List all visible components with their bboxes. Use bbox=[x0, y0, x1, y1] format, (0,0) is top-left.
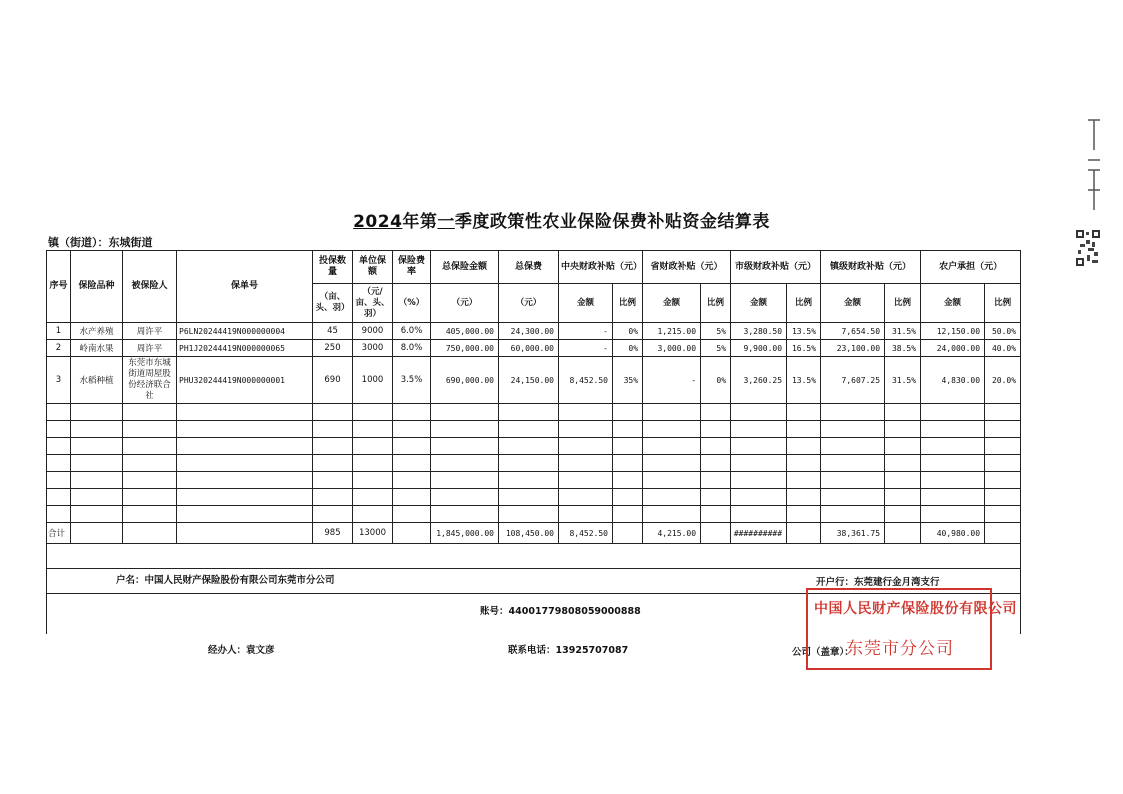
cell-unit: 3000 bbox=[353, 340, 393, 357]
header-qty: 投保数量 bbox=[313, 251, 353, 284]
empty-row bbox=[47, 438, 1021, 455]
cell-farmer-ratio: 20.0% bbox=[985, 357, 1021, 404]
cell-seq: 2 bbox=[47, 340, 71, 357]
cell-premium: 60,000.00 bbox=[499, 340, 559, 357]
cell-farmer-ratio: 50.0% bbox=[985, 323, 1021, 340]
total-label: 合计 bbox=[47, 523, 71, 544]
cell-province-amount: 1,215.00 bbox=[643, 323, 701, 340]
page-title bbox=[0, 207, 1123, 232]
empty-row bbox=[47, 506, 1021, 523]
cell-product: 水稻种植 bbox=[71, 357, 123, 404]
total-premium-sum: 108,450.00 bbox=[499, 523, 559, 544]
total-insured-sum: 1,845,000.00 bbox=[431, 523, 499, 544]
cell-central-amount: - bbox=[559, 340, 613, 357]
cell-town-amount: 7,607.25 bbox=[821, 357, 885, 404]
footer-row-account-name bbox=[47, 544, 1021, 569]
cell-rate: 6.0% bbox=[393, 323, 431, 340]
cell-central-ratio: 0% bbox=[613, 340, 643, 357]
total-central-amount: 8,452.50 bbox=[559, 523, 613, 544]
cell-rate: 3.5% bbox=[393, 357, 431, 404]
cell-town-ratio: 31.5% bbox=[885, 323, 921, 340]
empty-row bbox=[47, 472, 1021, 489]
header-amount: 金额 bbox=[921, 284, 985, 323]
header-amount: 金额 bbox=[821, 284, 885, 323]
header-policy: 保单号 bbox=[177, 251, 313, 323]
header-insured: 被保险人 bbox=[123, 251, 177, 323]
header-yuan-2: （元） bbox=[499, 284, 559, 323]
cell-insured: 周许平 bbox=[123, 323, 177, 340]
header-ratio: 比例 bbox=[885, 284, 921, 323]
cell-insured: 东莞市东城街道周屋股份经济联合社 bbox=[123, 357, 177, 404]
header-row-1 bbox=[47, 251, 1021, 284]
header-ratio: 比例 bbox=[985, 284, 1021, 323]
title-rest: 季度政策性农业保险保费补贴资金结算表 bbox=[454, 212, 770, 232]
title-quarter: 一 bbox=[437, 212, 455, 232]
total-province-amount: 4,215.00 bbox=[643, 523, 701, 544]
empty-row bbox=[47, 404, 1021, 421]
header-amount: 金额 bbox=[559, 284, 613, 323]
header-unit-amount-unit: （元/亩、头、羽） bbox=[353, 284, 393, 323]
cell-policy: P6LN20244419N000000004 bbox=[177, 323, 313, 340]
cell-seq: 1 bbox=[47, 323, 71, 340]
cell-unit: 9000 bbox=[353, 323, 393, 340]
contact-phone: 联系电话：13925707087 bbox=[508, 645, 629, 656]
cell-city-ratio: 16.5% bbox=[787, 340, 821, 357]
cell-total-insured: 750,000.00 bbox=[431, 340, 499, 357]
cell-town-ratio: 31.5% bbox=[885, 357, 921, 404]
cell-province-ratio: 5% bbox=[701, 323, 731, 340]
cell-qty: 45 bbox=[313, 323, 353, 340]
empty-row bbox=[47, 421, 1021, 438]
cell-city-amount: 3,260.25 bbox=[731, 357, 787, 404]
header-ratio: 比例 bbox=[613, 284, 643, 323]
cell-product: 岭南水果 bbox=[71, 340, 123, 357]
cell-policy: PH1J20244419N000000065 bbox=[177, 340, 313, 357]
handler-name: 经办人：袁文彦 bbox=[208, 645, 275, 656]
cell-farmer-ratio: 40.0% bbox=[985, 340, 1021, 357]
cell-policy: PHU320244419N000000001 bbox=[177, 357, 313, 404]
empty-row bbox=[47, 489, 1021, 506]
cell-city-amount: 3,280.50 bbox=[731, 323, 787, 340]
cell-farmer-amount: 12,150.00 bbox=[921, 323, 985, 340]
cell-central-ratio: 35% bbox=[613, 357, 643, 404]
cell-farmer-amount: 24,000.00 bbox=[921, 340, 985, 357]
header-product: 保险品种 bbox=[71, 251, 123, 323]
account-number: 账号：44001779808059000888 bbox=[480, 606, 641, 617]
total-qty: 985 bbox=[313, 523, 353, 544]
cell-city-ratio: 13.5% bbox=[787, 357, 821, 404]
cell-unit: 1000 bbox=[353, 357, 393, 404]
cell-central-amount: - bbox=[559, 323, 613, 340]
header-qty-unit: （亩、头、羽） bbox=[313, 284, 353, 323]
cell-product: 水产养殖 bbox=[71, 323, 123, 340]
cell-total-insured: 690,000.00 bbox=[431, 357, 499, 404]
total-farmer-amount: 40,980.00 bbox=[921, 523, 985, 544]
header-amount: 金额 bbox=[643, 284, 701, 323]
cell-insured: 周许平 bbox=[123, 340, 177, 357]
total-town-amount: 38,361.75 bbox=[821, 523, 885, 544]
table-row bbox=[47, 357, 1021, 404]
cell-central-amount: 8,452.50 bbox=[559, 357, 613, 404]
cell-total-insured: 405,000.00 bbox=[431, 323, 499, 340]
header-central: 中央财政补贴（元） bbox=[559, 251, 643, 284]
cell-qty: 690 bbox=[313, 357, 353, 404]
empty-row bbox=[47, 455, 1021, 472]
cell-seq: 3 bbox=[47, 357, 71, 404]
total-city-amount: ########## bbox=[731, 523, 787, 544]
cell-city-ratio: 13.5% bbox=[787, 323, 821, 340]
total-row bbox=[47, 523, 1021, 544]
cell-central-ratio: 0% bbox=[613, 323, 643, 340]
cell-province-ratio: 5% bbox=[701, 340, 731, 357]
qr-code-icon bbox=[1076, 230, 1100, 266]
cell-qty: 250 bbox=[313, 340, 353, 357]
cell-rate: 8.0% bbox=[393, 340, 431, 357]
header-province: 省财政补贴（元） bbox=[643, 251, 731, 284]
header-total-insured: 总保险金额 bbox=[431, 251, 499, 284]
cell-province-ratio: 0% bbox=[701, 357, 731, 404]
header-ratio: 比例 bbox=[701, 284, 731, 323]
header-rate-unit: （%） bbox=[393, 284, 431, 323]
header-total-premium: 总保费 bbox=[499, 251, 559, 284]
company-seal-label: 公司（盖章）： bbox=[792, 647, 854, 658]
cell-province-amount: 3,000.00 bbox=[643, 340, 701, 357]
header-town-sub: 镇级财政补贴（元） bbox=[821, 251, 921, 284]
header-farmer: 农户承担（元） bbox=[921, 251, 1021, 284]
cell-town-ratio: 38.5% bbox=[885, 340, 921, 357]
side-scribble-icon bbox=[1084, 110, 1104, 220]
title-year: 2024 bbox=[353, 212, 403, 232]
cell-premium: 24,300.00 bbox=[499, 323, 559, 340]
header-ratio: 比例 bbox=[787, 284, 821, 323]
header-yuan-1: （元） bbox=[431, 284, 499, 323]
stamp-line-2: 东莞市分公司 bbox=[846, 639, 954, 659]
account-name: 户名：中国人民财产保险股份有限公司东莞市分公司 bbox=[116, 575, 335, 586]
cell-farmer-amount: 4,830.00 bbox=[921, 357, 985, 404]
company-stamp bbox=[806, 588, 1017, 670]
town-label: 镇（街道）：东城街道 bbox=[48, 236, 153, 249]
table-row bbox=[47, 340, 1021, 357]
title-mid: 年第 bbox=[402, 212, 438, 232]
header-rate: 保险费率 bbox=[393, 251, 431, 284]
total-unit: 13000 bbox=[353, 523, 393, 544]
bank-name: 开户行：东莞建行金月湾支行 bbox=[816, 577, 940, 588]
cell-province-amount: - bbox=[643, 357, 701, 404]
table-row bbox=[47, 323, 1021, 340]
header-amount: 金额 bbox=[731, 284, 787, 323]
header-unit-amount: 单位保额 bbox=[353, 251, 393, 284]
cell-town-amount: 23,100.00 bbox=[821, 340, 885, 357]
cell-city-amount: 9,900.00 bbox=[731, 340, 787, 357]
header-city: 市级财政补贴（元） bbox=[731, 251, 821, 284]
stamp-line-1: 中国人民财产保险股份有限公司 bbox=[814, 601, 1017, 617]
cell-town-amount: 7,654.50 bbox=[821, 323, 885, 340]
cell-premium: 24,150.00 bbox=[499, 357, 559, 404]
header-seq: 序号 bbox=[47, 251, 71, 323]
